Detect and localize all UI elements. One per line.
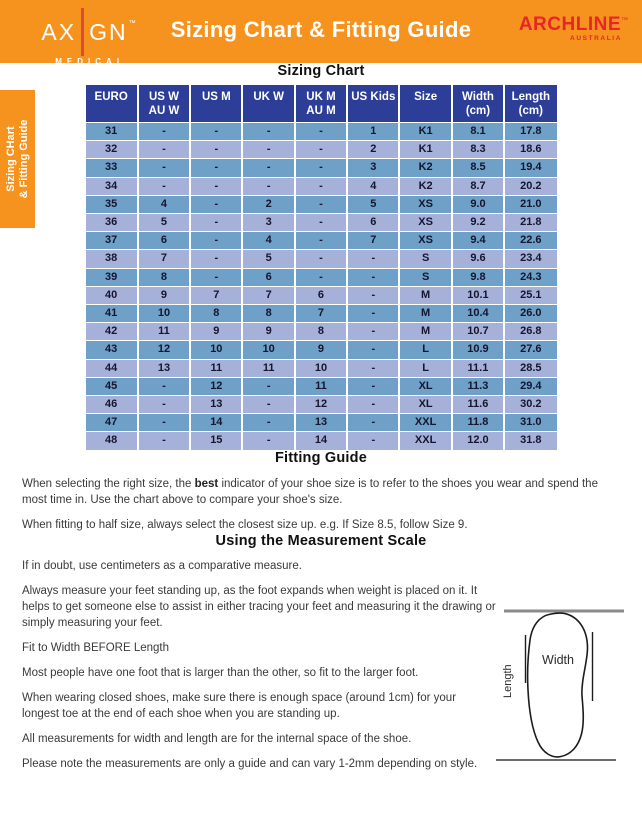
table-cell: 26.0: [504, 305, 556, 323]
table-cell: 8.5: [452, 159, 504, 177]
table-cell: 8: [190, 305, 242, 323]
table-cell: 38: [86, 250, 138, 268]
table-cell: 8.1: [452, 123, 504, 141]
paragraph: If in doubt, use centimeters as a comparative measure.: [22, 559, 302, 572]
table-cell: 31: [86, 123, 138, 141]
table-cell: -: [295, 250, 347, 268]
table-cell: -: [347, 414, 399, 432]
table-cell: 20.2: [504, 177, 556, 195]
measurement-scale-heading: Using the Measurement Scale: [215, 532, 427, 549]
table-cell: 9: [242, 323, 294, 341]
axign-word-right: GN: [89, 19, 128, 45]
table-cell: -: [190, 195, 242, 213]
table-cell: -: [242, 432, 294, 450]
table-cell: -: [138, 396, 190, 414]
table-cell: -: [242, 177, 294, 195]
table-cell: 10: [190, 341, 242, 359]
table-cell: 6: [347, 214, 399, 232]
table-cell: 47: [86, 414, 138, 432]
table-cell: 31.0: [504, 414, 556, 432]
table-cell: -: [138, 123, 190, 141]
table-cell: 6: [295, 286, 347, 304]
trademark-symbol: ™: [621, 17, 628, 24]
paragraph: [22, 476, 620, 508]
table-cell: 39: [86, 268, 138, 286]
table-cell: -: [242, 159, 294, 177]
table-cell: 29.4: [504, 377, 556, 395]
table-cell: XL: [399, 396, 451, 414]
table-row: [86, 432, 557, 450]
sizing-table: [86, 85, 557, 450]
column-header: Size: [399, 85, 451, 123]
column-header: Width (cm): [452, 85, 504, 123]
table-cell: -: [138, 177, 190, 195]
table-cell: 1: [347, 123, 399, 141]
table-cell: -: [295, 159, 347, 177]
table-cell: 10.4: [452, 305, 504, 323]
table-cell: -: [190, 232, 242, 250]
table-cell: 10: [138, 305, 190, 323]
table-row: [86, 323, 557, 341]
table-cell: XL: [399, 377, 451, 395]
measurement-paragraphs: [22, 558, 496, 772]
table-cell: -: [347, 286, 399, 304]
side-tab-line1: Sizing CHart: [5, 126, 17, 192]
paragraph: When wearing closed shoes, make sure there is enough space (around 1cm) for your longest toe at the end of each shoe when you are standing up.: [22, 691, 457, 720]
table-cell: 9.8: [452, 268, 504, 286]
paragraph: All measurements for width and length are for the internal space of the shoe.: [22, 732, 412, 745]
sizing-table-head: [86, 85, 557, 123]
table-cell: -: [190, 177, 242, 195]
table-row: [86, 195, 557, 213]
table-cell: -: [242, 123, 294, 141]
table-cell: 10: [295, 359, 347, 377]
table-cell: 41: [86, 305, 138, 323]
archline-logo: [496, 15, 628, 42]
table-cell: 12: [295, 396, 347, 414]
bold-word: best: [194, 477, 219, 490]
table-cell: 40: [86, 286, 138, 304]
table-cell: 7: [190, 286, 242, 304]
table-row: [86, 268, 557, 286]
table-cell: 25.1: [504, 286, 556, 304]
table-row: [86, 232, 557, 250]
table-cell: 14: [190, 414, 242, 432]
table-cell: 17.8: [504, 123, 556, 141]
table-cell: 23.4: [504, 250, 556, 268]
table-cell: -: [138, 141, 190, 159]
table-cell: 34: [86, 177, 138, 195]
table-cell: 43: [86, 341, 138, 359]
table-cell: 26.8: [504, 323, 556, 341]
table-row: [86, 177, 557, 195]
table-cell: 3: [242, 214, 294, 232]
paragraph: Please note the measurements are only a guide and can vary 1-2mm depending on style.: [22, 757, 478, 770]
table-cell: 8: [138, 268, 190, 286]
table-cell: M: [399, 305, 451, 323]
foot-measurement-diagram: [494, 600, 636, 770]
table-row: [86, 286, 557, 304]
table-cell: 11.6: [452, 396, 504, 414]
table-cell: 11.1: [452, 359, 504, 377]
table-cell: K1: [399, 123, 451, 141]
table-cell: 45: [86, 377, 138, 395]
table-cell: 10: [242, 341, 294, 359]
table-cell: -: [190, 214, 242, 232]
table-cell: L: [399, 341, 451, 359]
table-cell: -: [295, 214, 347, 232]
table-row: [86, 359, 557, 377]
table-cell: 10.9: [452, 341, 504, 359]
table-row: [86, 305, 557, 323]
sizing-chart-heading: Sizing Chart: [277, 63, 365, 79]
table-cell: 21.8: [504, 214, 556, 232]
table-cell: -: [295, 268, 347, 286]
sizing-table-body: [86, 123, 557, 450]
table-cell: -: [190, 159, 242, 177]
table-cell: -: [242, 377, 294, 395]
table-cell: 48: [86, 432, 138, 450]
table-row: [86, 141, 557, 159]
table-cell: 8.7: [452, 177, 504, 195]
table-row: [86, 396, 557, 414]
table-cell: 8: [242, 305, 294, 323]
table-cell: 8.3: [452, 141, 504, 159]
table-cell: 7: [347, 232, 399, 250]
column-header: EURO: [86, 85, 138, 123]
table-cell: 11: [242, 359, 294, 377]
table-cell: 9: [295, 341, 347, 359]
table-cell: -: [190, 250, 242, 268]
table-cell: -: [138, 159, 190, 177]
table-cell: 44: [86, 359, 138, 377]
fitting-guide-heading: Fitting Guide: [274, 449, 367, 466]
foot-outline: [528, 613, 588, 757]
table-cell: M: [399, 323, 451, 341]
table-cell: 13: [138, 359, 190, 377]
table-cell: -: [347, 359, 399, 377]
table-cell: S: [399, 250, 451, 268]
table-cell: 35: [86, 195, 138, 213]
table-cell: 5: [347, 195, 399, 213]
table-cell: -: [347, 341, 399, 359]
table-cell: XS: [399, 214, 451, 232]
table-cell: -: [347, 305, 399, 323]
paragraph-text: When selecting the right size, the: [22, 477, 195, 490]
table-cell: K2: [399, 177, 451, 195]
table-cell: 6: [242, 268, 294, 286]
column-header: UK M AU M: [295, 85, 347, 123]
table-row: [86, 123, 557, 141]
table-cell: XS: [399, 232, 451, 250]
table-cell: -: [190, 141, 242, 159]
table-cell: -: [295, 141, 347, 159]
table-cell: 10.7: [452, 323, 504, 341]
table-row: [86, 250, 557, 268]
table-cell: 11: [190, 359, 242, 377]
axign-subtitle: MEDICAL: [55, 57, 127, 66]
table-cell: K2: [399, 159, 451, 177]
table-cell: -: [138, 414, 190, 432]
table-cell: 13: [190, 396, 242, 414]
table-cell: 9.2: [452, 214, 504, 232]
table-cell: -: [347, 268, 399, 286]
table-cell: -: [190, 123, 242, 141]
table-cell: -: [347, 250, 399, 268]
table-cell: 31.8: [504, 432, 556, 450]
table-cell: K1: [399, 141, 451, 159]
table-cell: XS: [399, 195, 451, 213]
table-cell: 32: [86, 141, 138, 159]
table-cell: -: [190, 268, 242, 286]
table-cell: -: [295, 232, 347, 250]
main-content: [0, 63, 642, 772]
paragraph: Always measure your feet standing up, as the foot expands when weight is placed on it. It helps to get someone else to assist in either tracing your feet and measuring it the drawing or simply measuring your feet.: [22, 584, 496, 629]
table-cell: 6: [138, 232, 190, 250]
table-cell: -: [347, 396, 399, 414]
table-cell: 36: [86, 214, 138, 232]
archline-wordmark: ARCHLINE: [518, 14, 621, 35]
table-cell: 28.5: [504, 359, 556, 377]
sizing-table-header-row: [86, 85, 557, 123]
column-header: Length (cm): [504, 85, 556, 123]
table-cell: -: [295, 123, 347, 141]
table-row: [86, 414, 557, 432]
table-cell: 4: [138, 195, 190, 213]
table-row: [86, 159, 557, 177]
table-cell: 11: [295, 377, 347, 395]
table-cell: 2: [242, 195, 294, 213]
table-row: [86, 341, 557, 359]
table-cell: 7: [295, 305, 347, 323]
foot-outline-drawing: [494, 600, 636, 770]
table-cell: S: [399, 268, 451, 286]
axign-word-left: AX: [41, 19, 77, 45]
table-cell: L: [399, 359, 451, 377]
table-cell: 30.2: [504, 396, 556, 414]
table-cell: -: [242, 414, 294, 432]
paragraph: Fit to Width BEFORE Length: [22, 641, 170, 654]
fitting-guide-paragraphs: [22, 476, 620, 533]
table-cell: 13: [295, 414, 347, 432]
table-cell: 42: [86, 323, 138, 341]
table-cell: 8: [295, 323, 347, 341]
table-cell: 11.3: [452, 377, 504, 395]
table-cell: 9.0: [452, 195, 504, 213]
table-cell: 2: [347, 141, 399, 159]
table-cell: -: [347, 377, 399, 395]
page-title: Sizing Chart & Fitting Guide: [170, 17, 472, 42]
table-cell: 19.4: [504, 159, 556, 177]
table-cell: -: [347, 323, 399, 341]
table-cell: 11.8: [452, 414, 504, 432]
column-header: US W AU W: [138, 85, 190, 123]
table-cell: 4: [347, 177, 399, 195]
table-cell: -: [138, 377, 190, 395]
measurement-scale-section: [22, 558, 620, 772]
table-cell: 5: [138, 214, 190, 232]
table-cell: 7: [138, 250, 190, 268]
column-header: US M: [190, 85, 242, 123]
table-cell: 10.1: [452, 286, 504, 304]
table-cell: 3: [347, 159, 399, 177]
table-cell: 33: [86, 159, 138, 177]
table-cell: 22.6: [504, 232, 556, 250]
table-cell: 4: [242, 232, 294, 250]
table-cell: M: [399, 286, 451, 304]
table-cell: 27.6: [504, 341, 556, 359]
table-cell: 9.6: [452, 250, 504, 268]
table-cell: -: [295, 177, 347, 195]
paragraph-text: indicator of your shoe size is to refer to the shoes you wear and spend the most time in. Use the chart above to compare your shoe's size.: [22, 477, 598, 506]
table-cell: 21.0: [504, 195, 556, 213]
width-label: Width: [542, 652, 574, 667]
table-cell: 18.6: [504, 141, 556, 159]
table-cell: 12: [138, 341, 190, 359]
table-cell: 46: [86, 396, 138, 414]
length-label: Length: [502, 664, 514, 698]
archline-subtitle: AUSTRALIA: [570, 35, 622, 42]
table-cell: 7: [242, 286, 294, 304]
table-cell: 14: [295, 432, 347, 450]
table-cell: 9: [138, 286, 190, 304]
table-cell: -: [295, 195, 347, 213]
header-banner: [0, 0, 642, 66]
table-cell: -: [242, 141, 294, 159]
table-cell: 15: [190, 432, 242, 450]
table-cell: 9: [190, 323, 242, 341]
table-row: [86, 377, 557, 395]
side-tab-line2: & Fitting Guide: [18, 119, 30, 199]
table-cell: 12.0: [452, 432, 504, 450]
table-cell: -: [242, 396, 294, 414]
table-cell: 11: [138, 323, 190, 341]
column-header: UK W: [242, 85, 294, 123]
column-header: US Kids: [347, 85, 399, 123]
paragraph: When fitting to half size, always select the closest size up. e.g. If Size 8.5, follow Size 9.: [22, 518, 468, 531]
table-cell: XXL: [399, 432, 451, 450]
paragraph: Most people have one foot that is larger than the other, so fit to the larger foot.: [22, 666, 419, 679]
table-cell: -: [138, 432, 190, 450]
table-cell: 5: [242, 250, 294, 268]
table-row: [86, 214, 557, 232]
trademark-symbol: ™: [128, 20, 138, 27]
table-cell: 12: [190, 377, 242, 395]
table-cell: 37: [86, 232, 138, 250]
table-cell: -: [347, 432, 399, 450]
table-cell: 9.4: [452, 232, 504, 250]
table-cell: XXL: [399, 414, 451, 432]
table-cell: 24.3: [504, 268, 556, 286]
